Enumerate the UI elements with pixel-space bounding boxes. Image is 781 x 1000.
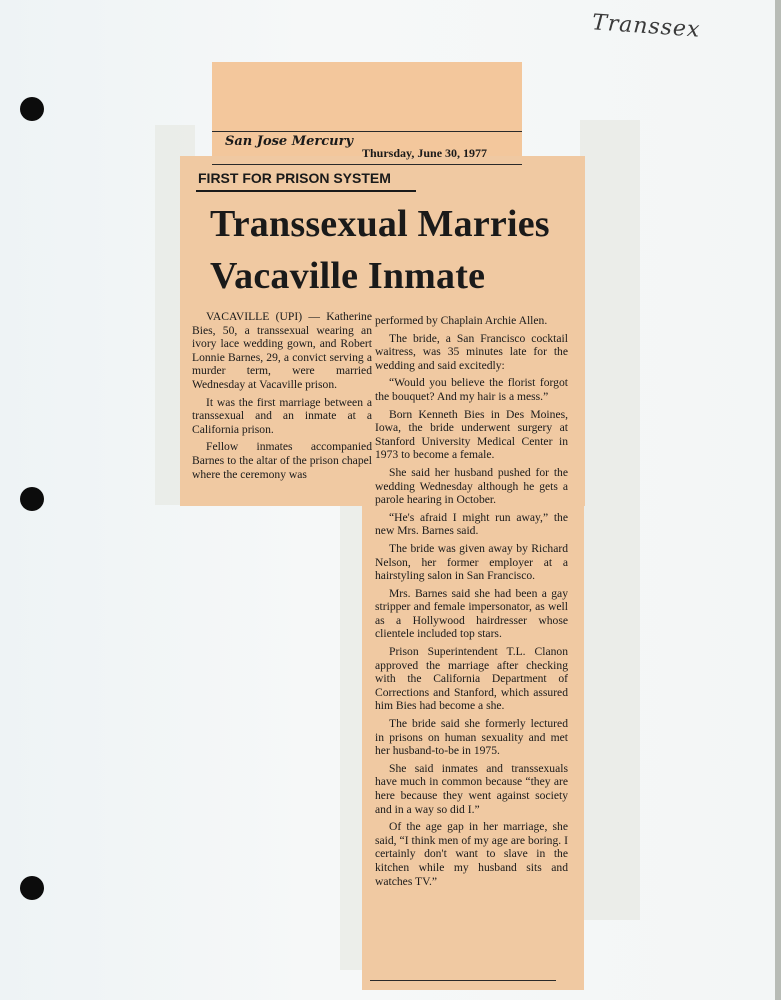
headline-line: Vacaville Inmate (210, 255, 486, 297)
paragraph: Mrs. Barnes said she had been a gay stripper and female impersonator, as well as a Hollywood hairdresser whose clientele included top stars. (375, 586, 568, 641)
clipping-bottom-rule (370, 980, 556, 981)
paragraph: VACAVILLE (UPI) — Katherine Bies, 50, a transsexual wearing an ivory lace wedding gown, and Robert Lonnie Barnes, 29, a convict serving a murder term, were married Wednesday at Vacaville prison. (192, 310, 372, 391)
paragraph: The bride said she formerly lectured in prisons on human sexuality and met her husband-to-be in 1975. (375, 717, 568, 758)
paragraph: The bride was given away by Richard Nelson, her former employer at a hairstyling salon in San Francisco. (375, 541, 568, 583)
paragraph: Fellow inmates accompanied Barnes to the altar of the prison chapel where the ceremony was (192, 440, 372, 481)
paragraph: Of the age gap in her marriage, she said, “I think men of my age are boring. I certainly don't want to slave in the kitchen while my husband sits and watches TV.” (375, 820, 568, 888)
paragraph: “Would you believe the florist forgot the bouquet? And my hair is a mess.” (375, 376, 568, 403)
masthead-rule (212, 131, 522, 132)
paragraph: “He's afraid I might run away,” the new Mrs. Barnes said. (375, 510, 568, 538)
kicker-headline: FIRST FOR PRISON SYSTEM (198, 170, 391, 186)
binder-hole (20, 97, 44, 121)
newspaper-masthead: San Jose Mercury (225, 134, 354, 149)
masthead-rule (212, 164, 522, 165)
paragraph: She said inmates and transsexuals have much in common because “they are here because they went against society and in a way so did I.” (375, 761, 568, 816)
paragraph: She said her husband pushed for the wedding Wednesday although he gets a parole hearing in October. (375, 465, 568, 507)
page-edge (775, 0, 781, 1000)
headline-line: Transsexual Marries (210, 203, 550, 245)
binder-hole (20, 487, 44, 511)
paragraph: Born Kenneth Bies in Des Moines, Iowa, the bride underwent surgery at Stanford University Medical Center in 1973 to become a female. (375, 407, 568, 462)
article-column-right (375, 314, 568, 892)
kicker-rule (196, 190, 416, 192)
headline (210, 198, 550, 302)
paragraph: performed by Chaplain Archie Allen. (375, 314, 548, 327)
binder-hole (20, 876, 44, 900)
handwritten-note: Transsex (591, 10, 702, 43)
paragraph: The bride, a San Francisco cocktail waitress, was 35 minutes late for the wedding and said excitedly: (375, 331, 568, 372)
paragraph: It was the first marriage between a transsexual and an inmate at a California prison. (192, 395, 372, 436)
tape-strip (580, 120, 640, 920)
paragraph: Prison Superintendent T.L. Clanon approved the marriage after checking with the California Department of Corrections and Stanford, which assured him Bies had become a she. (375, 645, 568, 713)
article-column-left (192, 310, 372, 485)
publication-date: Thursday, June 30, 1977 (362, 146, 488, 160)
